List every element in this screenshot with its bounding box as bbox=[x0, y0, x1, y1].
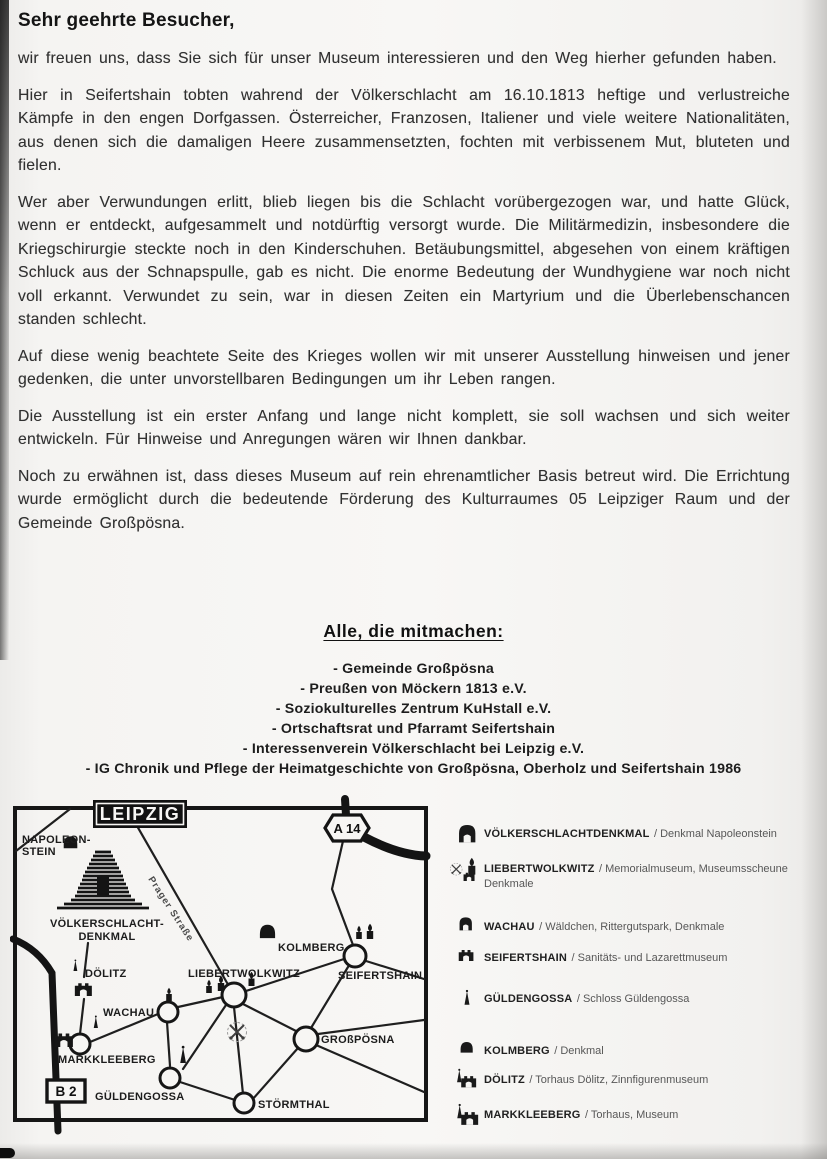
swords-church-icon bbox=[450, 856, 484, 882]
legend-item-kolmberg bbox=[450, 1038, 822, 1058]
node-seifertshain bbox=[344, 945, 366, 967]
markkleeberg-obelisk-icon bbox=[94, 1016, 98, 1028]
participant-item: - Gemeinde Großpösna bbox=[333, 661, 494, 677]
legend-desc: / Denkmal bbox=[554, 1045, 604, 1057]
leipzig-label: LEIPZIG bbox=[99, 804, 181, 824]
area-map bbox=[10, 793, 434, 1137]
monument-arch-icon bbox=[450, 821, 484, 843]
map-label-gueldengossa: GÜLDENGOSSA bbox=[95, 1091, 185, 1103]
node-stoermthal bbox=[234, 1093, 254, 1113]
map-label-seifertshain: SEIFERTSHAIN bbox=[338, 970, 423, 982]
voelkerschlachtdenkmal-drawing bbox=[57, 852, 149, 908]
participant-item: - Soziokulturelles Zentrum KuHstall e.V. bbox=[275, 701, 552, 717]
legend-item-voelkerschlachtdenkmal bbox=[450, 821, 822, 843]
scan-artifact bbox=[0, 1148, 15, 1158]
participant-item: - Interessenverein Völkerschlacht bei Leipzig e.V. bbox=[242, 741, 585, 757]
paragraph: Hier in Seifertshain tobten wahrend der Völkerschlacht am 16.10.1813 heftige und verlustreiche Kämpfe in den engen Dorfgassen. Österreicher, Franzosen, Italiener und viele weitere Nationalitäten, aus denen sich die damaligen Heere zusammensetzten, fochten mit verbissenem Mut, bluteten und fielen. bbox=[18, 86, 790, 174]
gueldengossa-obelisk-icon bbox=[180, 1046, 186, 1063]
tower-gatehouse-icon bbox=[450, 1067, 484, 1089]
legend-desc: / Wäldchen, Rittergutspark, Denkmale bbox=[539, 921, 725, 933]
doelitz-gatehouse-icon bbox=[75, 983, 92, 996]
legend-desc: / Sanitäts- und Lazarettmuseum bbox=[571, 952, 728, 964]
legend-desc: / Schloss Güldengossa bbox=[576, 993, 690, 1005]
legend-item-markkleeberg bbox=[450, 1102, 822, 1126]
legend-desc: / Memorialmuseum, Museumsscheune Denkmale bbox=[484, 863, 788, 890]
node-wachau bbox=[158, 1002, 178, 1022]
legend-item-doelitz bbox=[450, 1067, 822, 1089]
scan-shadow-bottom bbox=[0, 1143, 827, 1159]
legend-name: VÖLKERSCHLACHTDENKMAL bbox=[484, 828, 650, 840]
paragraph: wir freuen uns, dass Sie sich für unser Museum interessieren und den Weg hierher gefunden haben. bbox=[18, 50, 777, 67]
legend-name: LIEBERTWOLKWITZ bbox=[484, 863, 595, 875]
legend-name: WACHAU bbox=[484, 921, 535, 933]
paragraph: Noch zu erwähnen ist, dass dieses Museum auf rein ehrenamtlicher Basis betreut wird. Die Errichtung wurde ermöglicht durch die bedeutende Förderung des Kulturraumes 05 Leipziger Raum und der Gemeinde Großpösna. bbox=[18, 467, 790, 532]
map-label-markkleeberg: MARKKLEEBERG bbox=[58, 1054, 156, 1066]
participant-item: - Preußen von Möckern 1813 e.V. bbox=[300, 681, 527, 697]
letter-body bbox=[18, 6, 790, 548]
church-icon bbox=[367, 924, 373, 939]
legend-name: GÜLDENGOSSA bbox=[484, 993, 573, 1005]
legend-item-wachau bbox=[450, 914, 822, 934]
map-label-kolmberg: KOLMBERG bbox=[278, 942, 345, 954]
legend-desc: / Denkmal Napoleonstein bbox=[653, 828, 777, 840]
legend-name: DÖLITZ bbox=[484, 1074, 525, 1086]
a14-label: A 14 bbox=[333, 821, 361, 836]
paragraph: Die Ausstellung ist ein erster Anfang und lange nicht komplett, sie soll wachsen und sich weiter entwickeln. Für Hinweise und Anregungen wären wir Ihnen dankbar. bbox=[18, 407, 790, 448]
paragraph: Wer aber Verwundungen erlitt, blieb liegen bis die Schlacht vorübergezogen war, und hatte Glück, wenn er entdeckt, aufgesammelt und notdürftig versorgt wurde. Die Militärmedizin, insbesondere die Kriegschirurgie steckte noch in den Kinderschuhen. Betäubungsmittel, abgesehen von einem kräftigen Schluck aus der Schnapspulle, gab es nicht. Die enorme Bedeutung der Wundhygiene war noch nicht voll erkannt. Verwundet zu sein, war in diesen Zeiten ein Martyrium und die Überlebenschancen standen schlecht. bbox=[18, 193, 790, 328]
map-legend bbox=[450, 821, 822, 1126]
b2-label: B 2 bbox=[55, 1084, 77, 1099]
wachau-church-icon bbox=[166, 988, 172, 1001]
legend-item-liebertwolkwitz bbox=[450, 856, 822, 891]
church-icon bbox=[356, 926, 362, 939]
node-liebertwolkwitz bbox=[222, 983, 246, 1007]
legend-name: KOLMBERG bbox=[484, 1045, 550, 1057]
tower-gatehouse-icon bbox=[450, 1102, 484, 1126]
map-label-prager-strasse: Prager Straße bbox=[145, 874, 196, 944]
map-label-napoleonstein: STEIN bbox=[22, 846, 56, 858]
gatehouse-icon bbox=[450, 945, 484, 964]
legend-item-seifertshain bbox=[450, 945, 822, 965]
legend-desc: / Torhaus Dölitz, Zinnfigurenmuseum bbox=[529, 1074, 709, 1086]
participants-section bbox=[0, 621, 827, 779]
legend-item-gueldengossa bbox=[450, 986, 822, 1007]
kolmberg-dome-icon bbox=[260, 925, 275, 938]
map-label-stoermthal: STÖRMTHAL bbox=[258, 1099, 330, 1111]
node-grosspoesna bbox=[294, 1027, 318, 1051]
participant-item: - Ortschaftsrat und Pfarramt Seifertshain bbox=[271, 721, 556, 737]
doelitz-obelisk-icon bbox=[73, 959, 77, 971]
map-label-doelitz: DÖLITZ bbox=[85, 968, 127, 980]
map-label-napoleonstein: NAPOLEON- bbox=[22, 834, 91, 846]
participants-title: Alle, die mitmachen: bbox=[323, 621, 504, 641]
map-label-voelkerschlachtdenkmal: DENKMAL bbox=[78, 931, 136, 943]
paragraph: Auf diese wenig beachtete Seite des Krieges wollen wir mit unserer Ausstellung hinweisen und jener gedenken, die unter unvorstellbaren Bedingungen um ihr Leben rangen. bbox=[18, 347, 790, 388]
leipzig-sign bbox=[93, 800, 187, 828]
node-gueldengossa bbox=[160, 1068, 180, 1088]
legend-name: SEIFERTSHAIN bbox=[484, 952, 568, 964]
dome-icon bbox=[450, 1038, 484, 1055]
church-icon bbox=[206, 980, 212, 993]
map-label-grosspoesna: GROßPÖSNA bbox=[321, 1034, 395, 1046]
map-labels bbox=[22, 834, 422, 1111]
participants-list bbox=[0, 659, 827, 779]
a14-badge bbox=[325, 815, 369, 841]
legend-desc: / Torhaus, Museum bbox=[584, 1109, 679, 1121]
legend-name: MARKKLEEBERG bbox=[484, 1109, 581, 1121]
participant-item: - IG Chronik und Pflege der Heimatgeschichte von Großpösna, Oberholz und Seifertshain 1986 bbox=[85, 761, 742, 777]
b2-badge bbox=[47, 1080, 85, 1102]
page-title: Sehr geehrte Besucher, bbox=[18, 10, 235, 31]
map-label-liebertwolkwitz: LIEBERTWOLKWITZ bbox=[188, 968, 301, 980]
map-label-wachau: WACHAU bbox=[103, 1007, 155, 1019]
obelisk-icon bbox=[450, 986, 484, 1007]
map-label-voelkerschlachtdenkmal: VÖLKERSCHLACHT- bbox=[50, 918, 164, 930]
monument-arch-icon bbox=[450, 914, 484, 933]
node-markkleeberg bbox=[70, 1034, 90, 1054]
scan-shadow-left bbox=[0, 0, 9, 660]
